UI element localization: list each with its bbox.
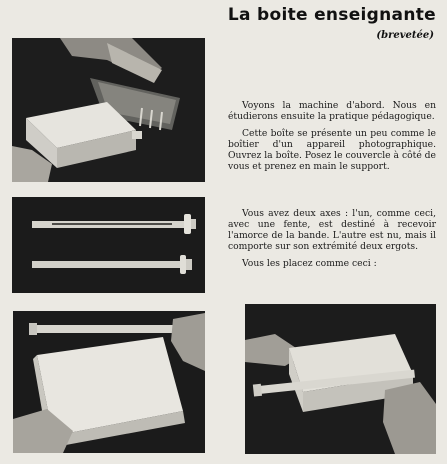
photo-axes-in-box xyxy=(245,304,436,454)
photo-two-axes xyxy=(12,197,205,293)
photo-axes-in-box-image xyxy=(245,304,436,454)
photo-placing-axis xyxy=(13,311,205,453)
photo-two-axes-image xyxy=(12,197,205,293)
paragraph-placement: Vous les placez comme ceci : xyxy=(242,258,377,269)
photo-placing-axis-image xyxy=(13,311,205,453)
paragraph-box-description: Cette boîte se présente un peu comme le boîtier d'un appareil photographique. Ouvrez la boîte. Posez le couvercle à côté de vous et prenez en main le support. xyxy=(228,128,436,172)
photo-box-and-lid-image xyxy=(12,38,205,182)
paragraph-machine-intro: Voyons la machine d'abord. Nous en étudierons ensuite la pratique pédagogique. xyxy=(228,100,436,122)
paragraph-two-axes: Vous avez deux axes : l'un, comme ceci, avec une fente, est destiné à recevoir l'amorce de la bande. L'autre est nu, mais il comporte sur son extrémité deux ergots. xyxy=(228,208,436,252)
text-column-upper xyxy=(228,100,436,178)
page-title: La boite enseignante xyxy=(227,5,436,25)
photo-box-and-lid xyxy=(12,38,205,182)
page-subtitle: (brevetée) xyxy=(376,30,434,41)
text-column-lower xyxy=(228,208,436,275)
